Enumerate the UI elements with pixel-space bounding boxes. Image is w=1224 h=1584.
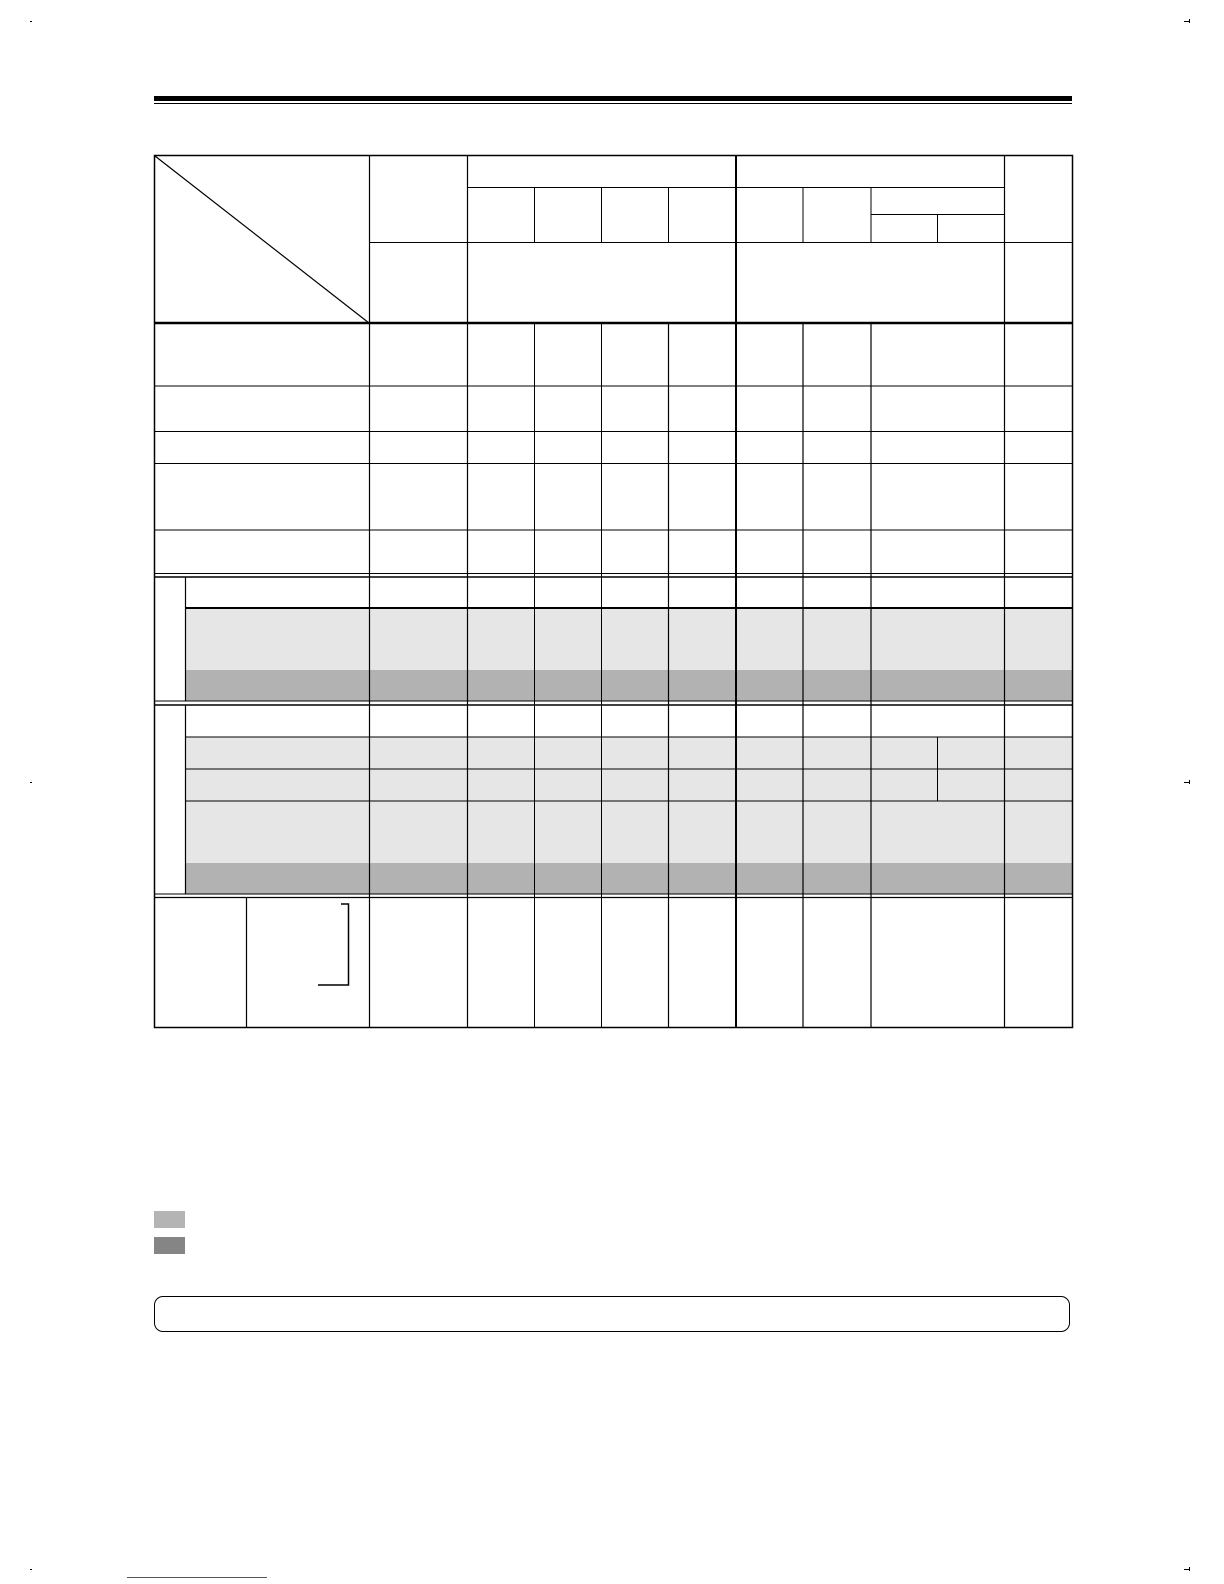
bracket-mark [318,904,349,985]
footer-link-underline[interactable] [127,1577,267,1578]
shade-light-row-group2b [186,769,1072,801]
row-shading [186,608,1072,894]
grid-lines [154,155,1073,1028]
shade-light-row-group2c [186,801,1072,863]
shade-light-row-group1 [186,608,1072,670]
shade-dark-row-group2 [186,863,1072,894]
note-box [154,1296,1070,1332]
shade-light-row-group2a [186,737,1072,769]
shade-dark-row-group1 [186,670,1072,701]
legend-swatch-light [154,1211,185,1228]
header-diagonal [155,156,369,323]
legend-swatch-dark [154,1237,185,1254]
table-border [155,156,1073,1028]
